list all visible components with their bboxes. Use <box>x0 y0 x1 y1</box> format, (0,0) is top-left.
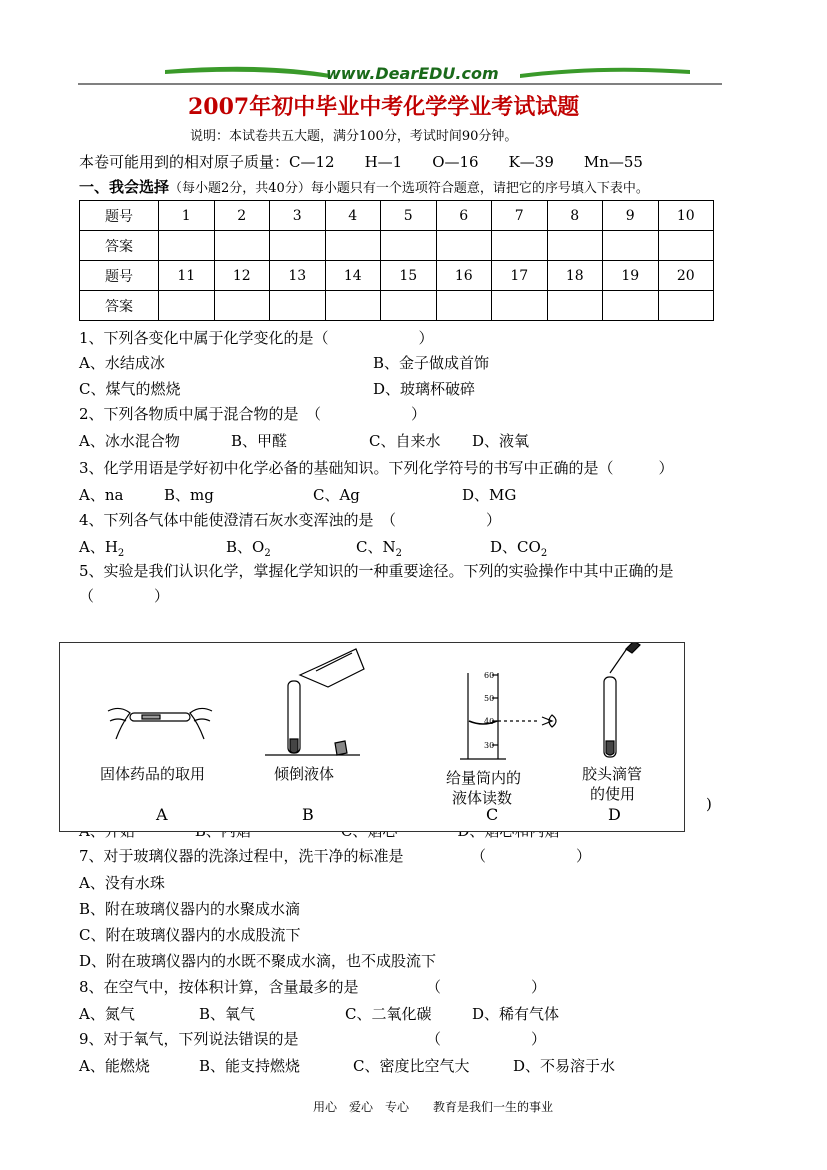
answer-cell[interactable] <box>381 291 437 321</box>
table-label: 答案 <box>80 231 159 261</box>
caption-d-line1: 胶头滴管 <box>582 765 643 783</box>
section-1-heading <box>79 176 649 197</box>
question-2-stem: 2、下列各物质中属于混合物的是 （ ） <box>79 405 427 423</box>
answer-cell[interactable] <box>214 231 270 261</box>
q4-a-text: A、H <box>79 538 118 556</box>
table-row <box>80 291 714 321</box>
cylinder-mark-30: 30 <box>484 741 495 750</box>
q2-option-d[interactable]: D、液氧 <box>472 432 530 450</box>
answer-cell[interactable] <box>159 231 215 261</box>
question-5-stem-cont: （ ） <box>79 587 170 605</box>
question-number-cell: 7 <box>492 201 548 231</box>
question-3-stem: 3、化学用语是学好初中化学必备的基础知识。下列化学符号的书写中正确的是（ ） <box>79 459 674 477</box>
caption-c-line2: 液体读数 <box>452 789 513 807</box>
question-number-cell: 2 <box>214 201 270 231</box>
question-number-cell: 6 <box>436 201 492 231</box>
q1-option-c[interactable]: C、煤气的燃烧 <box>79 380 181 398</box>
dropper-test-tube-icon <box>604 643 640 757</box>
question-1-stem: 1、下列各变化中属于化学变化的是（ ） <box>79 329 434 347</box>
answer-table <box>79 200 714 321</box>
q2-option-b[interactable]: B、甲醛 <box>231 432 288 450</box>
site-logo-text[interactable]: www.DearEDU.com <box>326 64 499 83</box>
caption-b: 倾倒液体 <box>274 765 335 783</box>
q2-option-a[interactable]: A、冰水混合物 <box>79 432 180 450</box>
q7-option-a[interactable]: A、没有水珠 <box>79 874 165 892</box>
question-4-stem: 4、下列各气体中能使澄清石灰水变浑浊的是 （ ） <box>79 511 502 529</box>
q8-option-c[interactable]: C、二氧化碳 <box>345 1005 432 1023</box>
q7-option-c[interactable]: C、附在玻璃仪器内的水成股流下 <box>79 926 301 944</box>
answer-cell[interactable] <box>214 291 270 321</box>
question-number-cell: 19 <box>603 261 659 291</box>
table-label: 题号 <box>80 261 159 291</box>
cylinder-mark-40: 40 <box>484 717 495 726</box>
question-number-cell: 9 <box>603 201 659 231</box>
table-label: 题号 <box>80 201 159 231</box>
option-d-label: D <box>608 805 621 824</box>
answer-cell[interactable] <box>603 231 659 261</box>
question-7-stem: 7、对于玻璃仪器的洗涤过程中，洗干净的标准是 （ ） <box>79 847 592 865</box>
answer-cell[interactable] <box>547 231 603 261</box>
question-number-cell: 3 <box>270 201 326 231</box>
option-b-label: B <box>302 805 314 824</box>
q8-option-b[interactable]: B、氧气 <box>199 1005 256 1023</box>
answer-cell[interactable] <box>658 291 714 321</box>
table-label: 答案 <box>80 291 159 321</box>
question-9-stem: 9、对于氧气，下列说法错误的是 （ ） <box>79 1030 547 1048</box>
q7-option-b[interactable]: B、附在玻璃仪器内的水聚成水滴 <box>79 900 301 918</box>
section-1-title: 一、我会选择 <box>79 178 170 196</box>
q9-option-c[interactable]: C、密度比空气大 <box>353 1057 470 1075</box>
caption-d-line2: 的使用 <box>590 785 636 803</box>
question-number-cell: 11 <box>159 261 215 291</box>
q4-c-sub: 2 <box>395 548 402 559</box>
option-c-label: C <box>486 805 499 824</box>
answer-cell[interactable] <box>492 291 548 321</box>
pouring-bottle-icon <box>265 649 364 755</box>
question-number-cell: 14 <box>325 261 381 291</box>
q4-b-text: B、O <box>226 538 265 556</box>
question-number-cell: 20 <box>658 261 714 291</box>
q3-option-d[interactable]: D、MG <box>462 486 517 504</box>
answer-cell[interactable] <box>270 231 326 261</box>
exam-note: 说明：本试卷共五大题，满分100分，考试时间90分钟。 <box>190 129 518 144</box>
answer-cell[interactable] <box>603 291 659 321</box>
q1-option-b[interactable]: B、金子做成首饰 <box>373 354 490 372</box>
question-number-cell: 4 <box>325 201 381 231</box>
question-number-cell: 16 <box>436 261 492 291</box>
caption-c-line1: 给量筒内的 <box>446 769 522 787</box>
cylinder-mark-60: 60 <box>484 671 495 680</box>
answer-cell[interactable] <box>436 291 492 321</box>
q4-option-c[interactable] <box>356 536 402 559</box>
atomic-mass-line: 本卷可能用到的相对原子质量：C—12 H—1 O—16 K—39 Mn—55 <box>79 153 643 171</box>
q7-option-d[interactable]: D、附在玻璃仪器内的水既不聚成水滴，也不成股流下 <box>79 952 437 970</box>
question-number-cell: 15 <box>381 261 437 291</box>
question-number-cell: 8 <box>547 201 603 231</box>
caption-a: 固体药品的取用 <box>100 765 206 783</box>
table-row <box>80 231 714 261</box>
cylinder-mark-50: 50 <box>484 694 495 703</box>
q1-option-d[interactable]: D、玻璃杯破碎 <box>373 380 476 398</box>
q4-d-sub: 2 <box>540 548 548 559</box>
q9-option-d[interactable]: D、不易溶于水 <box>513 1057 616 1075</box>
answer-cell[interactable] <box>325 231 381 261</box>
question-number-cell: 18 <box>547 261 603 291</box>
q4-a-sub: 2 <box>117 548 125 559</box>
q8-option-a[interactable]: A、氮气 <box>79 1005 135 1023</box>
answer-cell[interactable] <box>270 291 326 321</box>
page-footer: 用心 爱心 专心 教育是我们一生的事业 <box>313 1100 554 1114</box>
q2-option-c[interactable]: C、自来水 <box>369 432 441 450</box>
q4-c-text: C、N <box>356 538 396 556</box>
answer-cell[interactable] <box>658 231 714 261</box>
table-row <box>80 201 714 231</box>
page-title: 2007年初中毕业中考化学学业考试试题 <box>188 94 580 120</box>
question-number-cell: 12 <box>214 261 270 291</box>
question-5-stem: 5、实验是我们认识化学，掌握化学知识的一种重要途径。下列的实验操作中其中正确的是 <box>79 562 674 580</box>
answer-cell[interactable] <box>547 291 603 321</box>
hands-test-tube-icon <box>108 708 212 739</box>
answer-cell[interactable] <box>325 291 381 321</box>
q4-option-b[interactable] <box>226 536 271 559</box>
section-1-instructions: （每小题2分，共40分）每小题只有一个选项符合题意，请把它的序号填入下表中。 <box>169 181 649 196</box>
option-a-label: A <box>156 805 168 824</box>
question-number-cell: 1 <box>159 201 215 231</box>
lab-operations-figure <box>59 642 685 832</box>
graduated-cylinder-icon <box>460 673 556 759</box>
q4-option-a[interactable] <box>79 536 124 559</box>
q1-option-a[interactable]: A、水结成冰 <box>79 354 165 372</box>
q3-option-a[interactable]: A、na <box>79 486 124 504</box>
q3-option-c[interactable]: C、Ag <box>313 486 360 504</box>
answer-cell[interactable] <box>159 291 215 321</box>
question-number-cell: 17 <box>492 261 548 291</box>
q9-option-b[interactable]: B、能支持燃烧 <box>199 1057 301 1075</box>
q9-option-a[interactable]: A、能燃烧 <box>79 1057 150 1075</box>
q3-option-b[interactable]: B、mg <box>164 486 214 504</box>
answer-cell[interactable] <box>492 231 548 261</box>
q4-b-sub: 2 <box>264 548 271 559</box>
question-6-paren: ) <box>706 795 712 813</box>
question-number-cell: 5 <box>381 201 437 231</box>
question-number-cell: 13 <box>270 261 326 291</box>
table-row <box>80 261 714 291</box>
question-number-cell: 10 <box>658 201 714 231</box>
answer-cell[interactable] <box>381 231 437 261</box>
q8-option-d[interactable]: D、稀有气体 <box>472 1005 560 1023</box>
question-8-stem: 8、在空气中，按体积计算，含量最多的是 （ ） <box>79 978 547 996</box>
q4-d-text: D、CO <box>490 538 541 556</box>
answer-cell[interactable] <box>436 231 492 261</box>
q4-option-d[interactable] <box>490 536 547 559</box>
